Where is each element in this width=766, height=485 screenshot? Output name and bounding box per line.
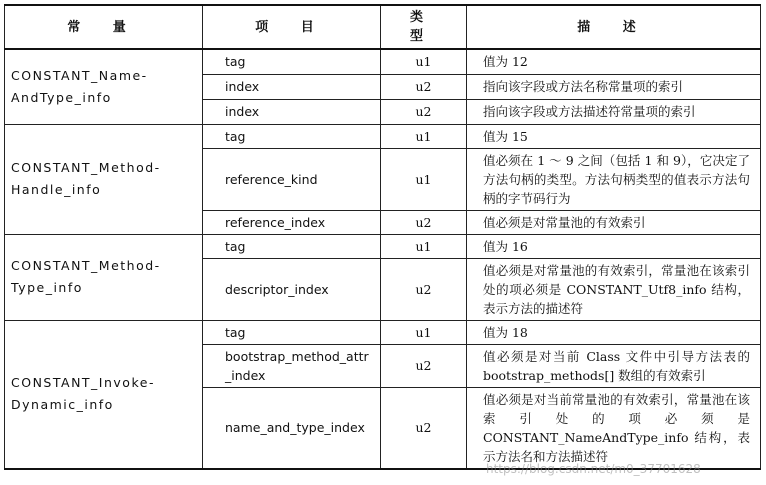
table-row (5, 124, 761, 148)
item-cell: index (203, 99, 381, 124)
struct-name-line2: Handle_info (11, 182, 102, 197)
table-header (5, 5, 761, 49)
constant-table-container (4, 4, 761, 470)
desc-cell: 值必须是对常量池的有效索引，常量池在该索引处的项必须是 CONSTANT_Utf8_info 结构，表示方法的描述符 (467, 258, 761, 320)
item-cell: tag (203, 320, 381, 344)
item-cell: tag (203, 234, 381, 258)
desc-cell: 值必须是对常量池的有效索引 (467, 210, 761, 234)
type-cell: u2 (381, 210, 467, 234)
type-cell: u2 (381, 344, 467, 387)
header-item: 项 目 (203, 5, 381, 49)
struct-name-cell (5, 320, 203, 469)
type-cell: u2 (381, 74, 467, 99)
desc-cell: 指向该字段或方法描述符常量项的索引 (467, 99, 761, 124)
struct-name-line1: CONSTANT_Method- (11, 258, 161, 273)
table-row (5, 49, 761, 74)
table-row (5, 234, 761, 258)
desc-cell: 值必须是对当前常量池的有效索引，常量池在该索引处的项必须是 CONSTANT_NameAndType_info 结构，表示方法名和方法描述符 (467, 387, 761, 469)
item-cell: reference_index (203, 210, 381, 234)
header-row (5, 5, 761, 49)
struct-name-cell (5, 124, 203, 234)
type-cell: u1 (381, 49, 467, 74)
desc-cell: 值必须在 1 ～ 9 之间（包括 1 和 9），它决定了方法句柄的类型。方法句柄类型的值表示方法句柄的字节码行为 (467, 148, 761, 210)
type-cell: u2 (381, 387, 467, 469)
struct-name-line2: Dynamic_info (11, 397, 114, 412)
desc-cell: 值必须是对当前 Class 文件中引导方法表的 bootstrap_methods[] 数组的有效索引 (467, 344, 761, 387)
type-cell: u1 (381, 124, 467, 148)
struct-name-line1: CONSTANT_Method- (11, 160, 161, 175)
type-cell: u2 (381, 99, 467, 124)
header-description: 描 述 (467, 5, 761, 49)
constant-table (4, 4, 761, 470)
desc-cell: 值为 16 (467, 234, 761, 258)
type-cell: u1 (381, 320, 467, 344)
type-cell: u2 (381, 258, 467, 320)
table-body (5, 49, 761, 469)
header-type: 类 型 (381, 5, 467, 49)
struct-name-cell (5, 49, 203, 124)
table-row (5, 320, 761, 344)
item-cell: descriptor_index (203, 258, 381, 320)
item-cell: tag (203, 124, 381, 148)
struct-name-line2: AndType_info (11, 89, 112, 105)
item-cell: bootstrap_method_attr_index (203, 344, 381, 387)
type-cell: u1 (381, 148, 467, 210)
desc-cell: 值为 12 (467, 49, 761, 74)
desc-cell: 值为 18 (467, 320, 761, 344)
watermark: https://blog.csdn.net/m0_37701628 (486, 462, 701, 476)
desc-cell: 值为 15 (467, 124, 761, 148)
desc-cell: 指向该字段或方法名称常量项的索引 (467, 74, 761, 99)
struct-name-line2: Type_info (11, 280, 83, 295)
item-cell: tag (203, 49, 381, 74)
type-cell: u1 (381, 234, 467, 258)
item-cell: name_and_type_index (203, 387, 381, 469)
item-cell: reference_kind (203, 148, 381, 210)
item-cell: index (203, 74, 381, 99)
struct-name-cell (5, 234, 203, 320)
header-constant: 常 量 (5, 5, 203, 49)
struct-name-line1: CONSTANT_Name- (11, 67, 148, 83)
struct-name-line1: CONSTANT_Invoke- (11, 375, 155, 390)
